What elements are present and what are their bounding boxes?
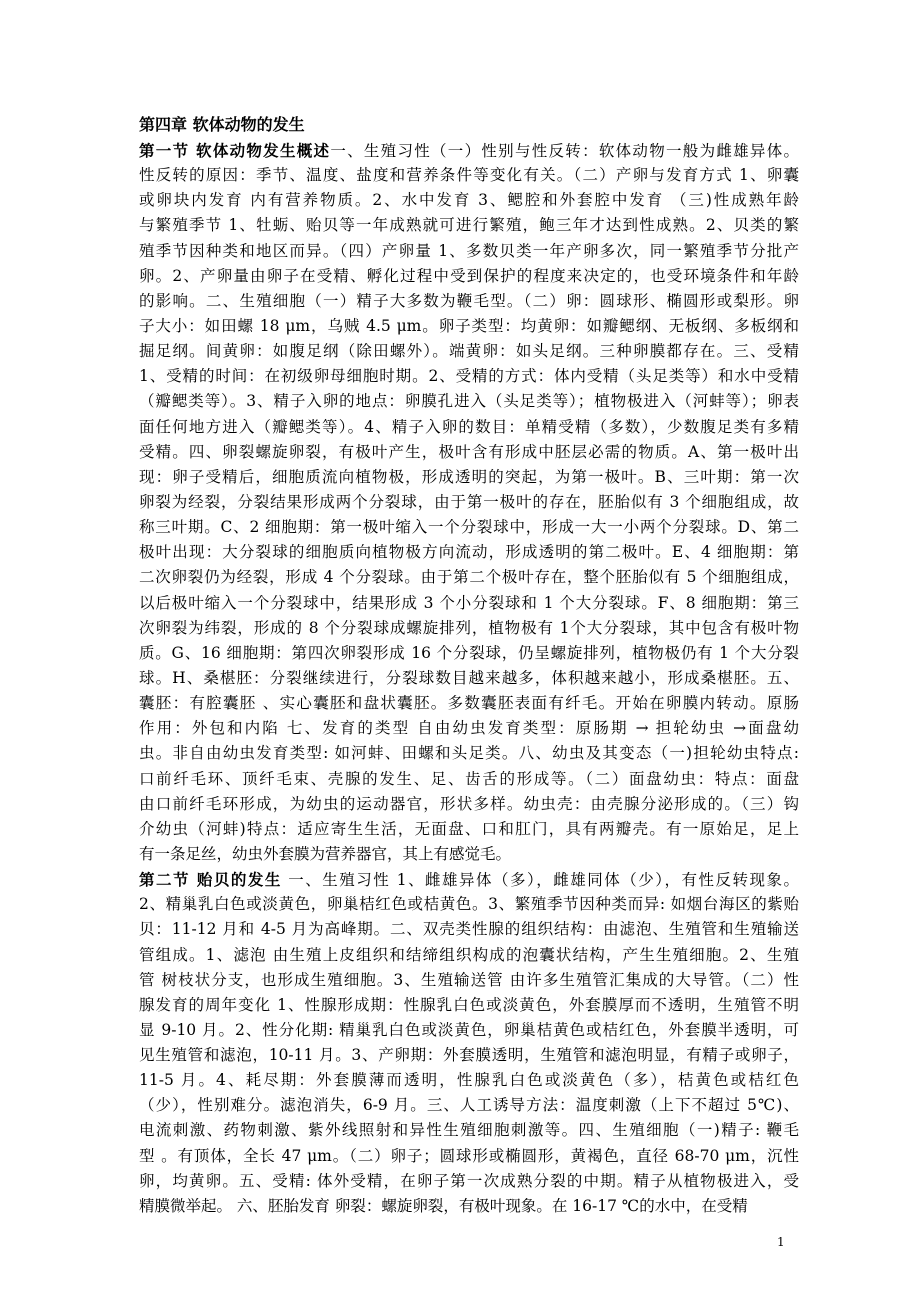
page-number: 1 [777, 1235, 785, 1249]
line-text: 见生殖管和滤泡，10-11 月。3、产卵期：外套膜透明，生殖管和滤泡明显，有精子或卵子， [139, 1046, 799, 1065]
line-text: 贝：11-12 月和 4-5 月为高峰期。二、双壳类性腺的组织结构：由滤泡、生殖管和生殖输送 [139, 920, 799, 939]
text-line [139, 616, 799, 641]
line-text: 管 树枝状分支，也形成生殖细胞。3、生殖输送管 由许多生殖管汇集成的大导管。（二）性 [139, 970, 799, 989]
text-line [139, 1194, 799, 1219]
text-line [139, 163, 799, 188]
text-line [139, 1093, 799, 1118]
text-line [139, 188, 799, 213]
line-text: 称三叶期。C、2 细胞期：第一极叶缩入一个分裂球中，形成一大一小两个分裂球。D、第二 [139, 518, 799, 537]
text-line [139, 993, 799, 1018]
text-line [139, 1043, 799, 1068]
line-text: 殖季节因种类和地区而异。（四）产卵量 1、多数贝类一年产卵多次，同一繁殖季节分批产 [139, 241, 799, 260]
text-line [139, 314, 799, 339]
line-text: 由口前纤毛环形成，为幼虫的运动器官，形状多样。幼虫壳：由壳腺分泌形成的。（三）钩 [139, 794, 799, 813]
text-line [139, 641, 799, 666]
line-text: 管组成。1、滤泡 由生殖上皮组织和结缔组织构成的泡囊状结构，产生生殖细胞。2、生殖 [139, 945, 799, 964]
line-text: 作用：外包和内陷 七、发育的类型 自由幼虫发育类型：原肠期 → 担轮幼虫 →面盘幼 [139, 719, 799, 738]
line-text: 有一条足丝，幼虫外套膜为营养器官，其上有感觉毛。 [139, 844, 512, 863]
text-line [139, 716, 799, 741]
line-text: 介幼虫（河蚌)特点：适应寄生生活，无面盘、口和肛门，具有两瓣壳。有一原始足，足上 [139, 819, 799, 838]
line-text: 现：卵子受精后，细胞质流向植物极，形成透明的突起，为第一极叶。B、三叶期：第一次 [139, 467, 799, 486]
text-line [139, 515, 799, 540]
line-text: 电流刺激、药物刺激、紫外线照射和异性生殖细胞刺激等。四、生殖细胞（一)精子: 鞭毛 [139, 1121, 799, 1140]
line-text: 卵，均黄卵。五、受精: 体外受精，在卵子第一次成熟分裂的中期。精子从植物极进入，受 [139, 1171, 799, 1190]
text-line [139, 389, 799, 414]
line-text: 的影响。二、生殖细胞（一）精子大多数为鞭毛型。（二）卵：圆球形、椭圆形或梨形。卵 [139, 291, 799, 310]
line-text: 掘足纲。间黄卵：如腹足纲（除田螺外）。端黄卵：如头足纲。三种卵膜都存在。三、受精 [139, 342, 799, 361]
section-line [139, 138, 799, 163]
line-text: 子大小：如田螺 18 μm，乌贼 4.5 μm。卵子类型：均黄卵：如瓣鳃纲、无板纲、多板纲和 [139, 316, 799, 335]
line-text: 虫。非自由幼虫发育类型: 如河蚌、田螺和头足类。八、幼虫及其变态（一)担轮幼虫特点: [139, 744, 799, 763]
text-line [139, 666, 799, 691]
line-text: 球。H、桑椹胚：分裂继续进行，分裂球数目越来越多，体积越来越小，形成桑椹胚。五、 [139, 668, 799, 687]
line-text: 型 。有顶体，全长 47 μm。（二）卵子；圆球形或椭圆形，黄褐色，直径 68-70 μm，沉性 [139, 1146, 799, 1165]
line-text: 或卵块内发育 内有营养物质。2、水中发育 3、鳃腔和外套腔中发育 （三)性成熟年龄 [139, 191, 799, 210]
text-line [139, 917, 799, 942]
text-line [139, 1068, 799, 1093]
text-line [139, 465, 799, 490]
text-line [139, 565, 799, 590]
text-line [139, 364, 799, 389]
section-line [139, 867, 799, 892]
line-text: 一、生殖习性 1、雌雄异体（多），雌雄同体（少），有性反转现象。 [281, 871, 799, 890]
line-text: 卵裂为经裂，分裂结果形成两个分裂球，由于第一极叶的存在，胚胎似有 3 个细胞组成，故 [139, 492, 799, 511]
text-line [139, 213, 799, 238]
text-line [139, 591, 799, 616]
text-line [139, 817, 799, 842]
text-line [139, 415, 799, 440]
text-line [139, 767, 799, 792]
line-text: 腺发育的周年变化 1、性腺形成期：性腺乳白色或淡黄色，外套膜厚而不透明，生殖管不明 [139, 995, 799, 1014]
line-text: 1、受精的时间：在初级卵母细胞时期。2、受精的方式：体内受精（头足类等）和水中受精 [139, 367, 799, 386]
section-heading: 第一节 软体动物发生概述 [139, 141, 331, 160]
line-text: 与繁殖季节 1、牡蛎、贻贝等一年成熟就可进行繁殖，鲍三年才达到性成熟。2、贝类的繁 [139, 216, 799, 235]
text-line [139, 741, 799, 766]
text-line [139, 440, 799, 465]
line-text: 面任何地方进入（瓣鳃类等）。4、精子入卵的数目：单精受精（多数），少数腹足类有多精 [139, 417, 799, 436]
section-heading: 第二节 贻贝的发生 [139, 870, 282, 890]
line-text: 极叶出现：大分裂球的细胞质向植物极方向流动，形成透明的第二极叶。E、4 细胞期：第 [139, 543, 799, 562]
text-line [139, 968, 799, 993]
text-line [139, 289, 799, 314]
text-line [139, 540, 799, 565]
line-text: 一、生殖习性（一）性别与性反转：软体动物一般为雌雄异体。 [330, 142, 799, 160]
text-line [139, 943, 799, 968]
line-text: （瓣鳃类等）。3、精子入卵的地点：卵膜孔进入（头足类等）；植物极进入（河蚌等）；卵表 [139, 392, 799, 411]
line-text: 次卵裂为纬裂，形成的 8 个分裂球成螺旋排列，植物极有 1个大分裂球，其中包含有极叶物 [139, 618, 799, 637]
line-text: 2、精巢乳白色或淡黄色，卵巢桔红色或桔黄色。3、繁殖季节因种类而异: 如烟台海区的紫贻 [139, 895, 799, 914]
text-line [139, 842, 799, 867]
text-line [139, 1144, 799, 1169]
text-line [139, 1169, 799, 1194]
line-text: 受精。四、卵裂螺旋卵裂，有极叶产生，极叶含有形成中胚层必需的物质。A、第一极叶出 [139, 442, 799, 461]
body-text [139, 138, 799, 1219]
line-text: 性反转的原因：季节、温度、盐度和营养条件等变化有关。（二）产卵与发育方式 1、卵囊 [139, 166, 799, 185]
line-text: 质。G、16 细胞期：第四次卵裂形成 16 个分裂球，仍呈螺旋排列，植物极仍有 1 个大分裂 [139, 643, 799, 662]
text-line [139, 239, 799, 264]
line-text: 以后极叶缩入一个分裂球中，结果形成 3 个小分裂球和 1 个大分裂球。F、8 细胞期：第三 [139, 593, 799, 612]
line-text: 口前纤毛环、顶纤毛束、壳腺的发生、足、齿舌的形成等。（二）面盘幼虫：特点：面盘 [139, 769, 799, 788]
text-line [139, 691, 799, 716]
line-text: 卵。2、产卵量由卵子在受精、孵化过程中受到保护的程度来决定的，也受环境条件和年龄 [139, 266, 799, 285]
text-line [139, 490, 799, 515]
text-line [139, 792, 799, 817]
line-text: （少），性别难分。滤泡消失，6-9 月。三、人工诱导方法：温度刺激（上下不超过 5℃)、 [139, 1096, 799, 1115]
text-line [139, 892, 799, 917]
line-text: 精膜微举起。 六、胚胎发育 卵裂：螺旋卵裂，有极叶现象。在 16-17 ℃的水中，在受精 [139, 1196, 748, 1215]
line-text: 二次卵裂仍为经裂，形成 4 个分裂球。由于第二个极叶存在，整个胚胎似有 5 个细胞组成， [139, 568, 799, 587]
chapter-title: 第四章 软体动物的发生 [139, 115, 305, 134]
text-line [139, 339, 799, 364]
line-text: 囊胚：有腔囊胚 、实心囊胚和盘状囊胚。多数囊胚表面有纤毛。开始在卵膜内转动。原肠 [139, 694, 799, 713]
text-line [139, 1018, 799, 1043]
line-text: 显 9-10 月。2、性分化期: 精巢乳白色或淡黄色，卵巢桔黄色或桔红色，外套膜半透明，可 [139, 1020, 799, 1039]
text-line [139, 1118, 799, 1143]
text-line [139, 264, 799, 289]
line-text: 11-5 月。4、耗尽期：外套膜薄而透明，性腺乳白色或淡黄色（多），桔黄色或桔红色 [139, 1071, 799, 1090]
